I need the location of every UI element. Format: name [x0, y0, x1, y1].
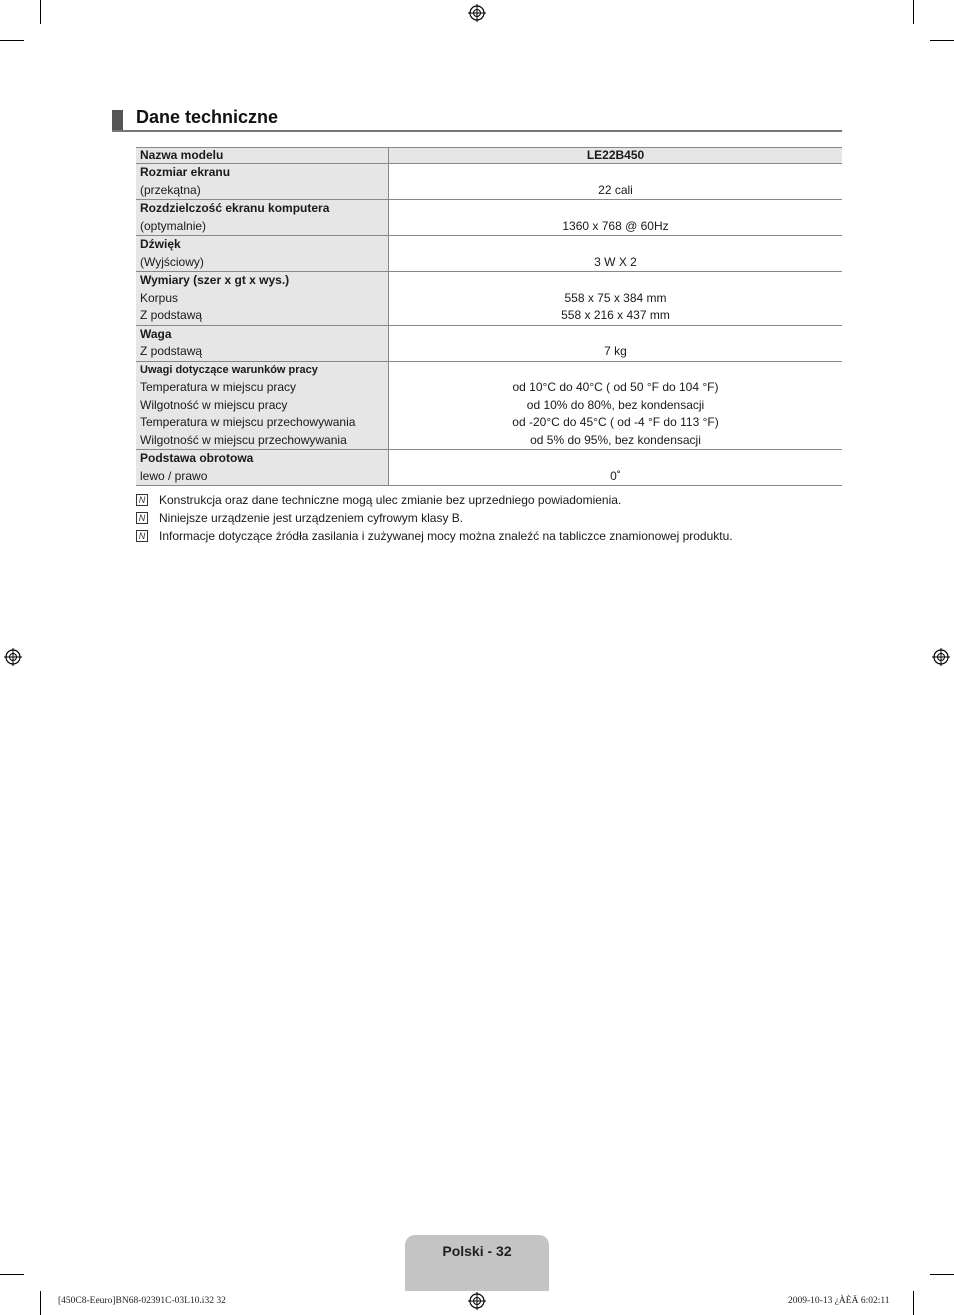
table-row	[136, 325, 842, 361]
op-temp-value: od 10°C do 40°C ( od 50 °F do 104 °F)	[512, 380, 719, 394]
print-footer-left: [450C8-Eeuro]BN68-02391C-03L10.i32 32	[58, 1296, 226, 1306]
spec-label-cell	[136, 325, 389, 361]
note-icon: N	[136, 494, 148, 506]
spec-value-cell	[389, 272, 843, 326]
spec-value-cell	[389, 325, 843, 361]
op-humidity-value: od 10% do 80%, bez kondensacji	[526, 397, 705, 412]
spec-table	[136, 147, 842, 486]
sound-title: Dźwięk	[140, 237, 181, 251]
table-row	[136, 272, 842, 326]
section-marker	[112, 110, 123, 131]
op-humidity-label: Wilgotność w miejscu pracy	[140, 397, 288, 412]
table-row	[136, 164, 842, 200]
spec-label-cell	[136, 236, 389, 272]
spec-value-cell	[389, 361, 843, 450]
registration-mark-icon	[4, 648, 22, 666]
dimensions-stand-value: 558 x 216 x 437 mm	[561, 308, 670, 322]
resolution-value: 1360 x 768 @ 60Hz	[562, 218, 669, 233]
stand-title: Podstawa obrotowa	[140, 451, 254, 465]
storage-humidity-value: od 5% do 95%, bez kondensacji	[530, 432, 701, 447]
note-text: Konstrukcja oraz dane techniczne mogą ulec zmianie bez uprzedniego powiadomienia.	[159, 493, 622, 507]
crop-mark	[40, 1291, 41, 1315]
crop-mark	[0, 1274, 24, 1275]
list-item	[136, 527, 733, 545]
screen-size-sub: (przekątna)	[140, 182, 201, 197]
weight-sub: Z podstawą	[140, 344, 203, 358]
op-temp-label: Temperatura w miejscu pracy	[140, 380, 297, 394]
page-number-tab	[405, 1235, 549, 1291]
registration-mark-icon	[932, 648, 950, 666]
spec-value-cell	[389, 450, 843, 486]
print-footer-right: 2009-10-13 ¿ÀÈÄ 6:02:11	[788, 1296, 890, 1306]
registration-mark-icon	[468, 4, 486, 22]
spec-value-cell	[389, 164, 843, 200]
spec-label-cell	[136, 164, 389, 200]
environment-title: Uwagi dotyczące warunków pracy	[140, 363, 318, 376]
table-row	[136, 148, 842, 164]
note-text: Niniejsze urządzenie jest urządzeniem cyfrowym klasy B.	[159, 511, 464, 525]
screen-size-value: 22 cali	[598, 182, 633, 197]
storage-humidity-label: Wilgotność w miejscu przechowywania	[140, 432, 347, 447]
stand-value: 0˚	[610, 468, 621, 483]
screen-size-title: Rozmiar ekranu	[140, 165, 231, 179]
note-text: Informacje dotyczące źródła zasilania i zużywanej mocy można znaleźć na tabliczce znamionowej produktu.	[159, 529, 733, 543]
section-title: Dane techniczne	[136, 107, 279, 127]
dimensions-stand-label: Z podstawą	[140, 308, 203, 322]
sound-value: 3 W X 2	[594, 254, 637, 269]
table-row	[136, 236, 842, 272]
dimensions-title: Wymiary (szer x gt x wys.)	[140, 273, 290, 287]
registration-mark-icon	[468, 1292, 486, 1310]
crop-mark	[40, 0, 41, 24]
table-row	[136, 450, 842, 486]
crop-mark	[913, 1291, 914, 1315]
weight-title: Waga	[140, 326, 172, 341]
spec-label-cell	[136, 200, 389, 236]
model-name-value: LE22B450	[389, 148, 843, 164]
spec-label-cell	[136, 361, 389, 450]
spec-label-cell	[136, 450, 389, 486]
resolution-title: Rozdzielczość ekranu komputera	[140, 201, 330, 215]
list-item	[136, 491, 733, 509]
spec-value-cell	[389, 236, 843, 272]
note-icon: N	[136, 530, 148, 542]
spec-value-cell	[389, 200, 843, 236]
table-row	[136, 361, 842, 450]
sound-sub: (Wyjściowy)	[140, 254, 204, 269]
resolution-sub: (optymalnie)	[140, 218, 207, 233]
crop-mark	[913, 0, 914, 24]
crop-mark	[930, 1274, 954, 1275]
list-item	[136, 509, 733, 527]
table-row	[136, 200, 842, 236]
notes-list	[136, 491, 733, 545]
note-icon: N	[136, 512, 148, 524]
model-name-label: Nazwa modelu	[136, 148, 389, 164]
weight-value: 7 kg	[604, 344, 627, 358]
stand-sub: lewo / prawo	[140, 468, 208, 483]
section-divider	[112, 130, 842, 132]
storage-temp-label: Temperatura w miejscu przechowywania	[140, 415, 356, 429]
spec-label-cell	[136, 272, 389, 326]
dimensions-body-value: 558 x 75 x 384 mm	[564, 290, 667, 305]
dimensions-body-label: Korpus	[140, 290, 179, 305]
storage-temp-value: od -20°C do 45°C ( od -4 °F do 113 °F)	[512, 415, 719, 429]
page-label: Polski - 32	[442, 1243, 512, 1259]
crop-mark	[0, 40, 24, 41]
crop-mark	[930, 40, 954, 41]
